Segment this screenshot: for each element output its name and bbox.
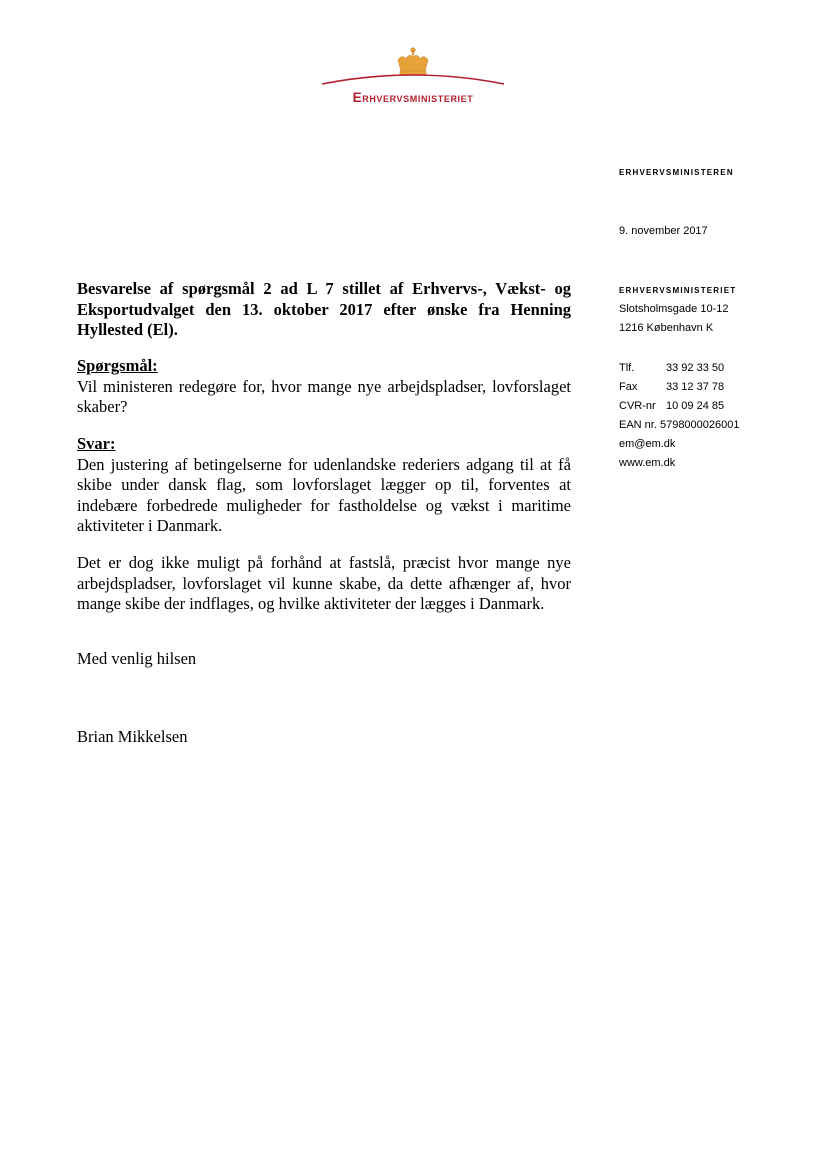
letter-date: 9. november 2017	[619, 225, 708, 237]
address-city: 1216 København K	[619, 322, 714, 334]
question-heading: Spørgsmål:	[77, 356, 158, 375]
answer-section	[77, 434, 571, 537]
ean-number: EAN nr. 5798000026001	[619, 419, 740, 431]
letter-title: Besvarelse af spørgsmål 2 ad L 7 stillet af Erhvervs-, Vækst- og Eksportudvalget den 13. oktober 2017 efter ønske fra Henning Hyllested (El).	[77, 279, 571, 339]
website-link[interactable]: www.em.dk	[619, 457, 676, 469]
question-section	[77, 356, 571, 418]
contact-label: CVR-nr	[619, 400, 656, 412]
ministry-logo-text: Erhvervsministeriet	[352, 90, 474, 105]
answer-paragraph-2: Det er dog ikke muligt på forhånd at fastslå, præcist hvor mange nye arbejdspladser, lovforslaget vil kunne skabe, da dette afhænger af, hvor mange skibe der indflages, og hvilke aktiviteter der lægges i Danmark.	[77, 553, 571, 613]
contact-value: 10 09 24 85	[666, 400, 725, 412]
answer-heading: Svar:	[77, 434, 116, 453]
closing: Med venlig hilsen	[77, 649, 197, 668]
address-street: Slotsholmsgade 10-12	[619, 303, 729, 315]
contact-label: Tlf.	[619, 362, 635, 374]
question-text: Vil ministeren redegøre for, hvor mange nye arbejdspladser, lovforslaget skaber?	[77, 376, 571, 416]
crown-icon	[318, 44, 508, 88]
signatory: Brian Mikkelsen	[77, 727, 188, 746]
answer-paragraph-1: Den justering af betingelserne for udenlandske rederiers adgang til at få skibe under dansk flag, som lovforslaget lægger op til, forventes at indebære forbedrede muligheder for fastholdelse og vækst i maritime aktiviteter i Danmark.	[77, 454, 571, 535]
contact-row-phone	[619, 359, 740, 378]
contact-value: 33 12 37 78	[666, 381, 725, 393]
email-link[interactable]: em@em.dk	[619, 438, 676, 450]
org-name: ERHVERVSMINISTERIET	[619, 286, 737, 295]
contact-value: 33 92 33 50	[666, 362, 725, 374]
contact-row-fax	[619, 378, 740, 397]
sender-label: ERHVERVSMINISTEREN	[619, 168, 734, 177]
contact-block	[619, 359, 740, 473]
contact-label: Fax	[619, 381, 638, 393]
contact-row-cvr	[619, 397, 740, 416]
ministry-logo	[318, 44, 508, 114]
